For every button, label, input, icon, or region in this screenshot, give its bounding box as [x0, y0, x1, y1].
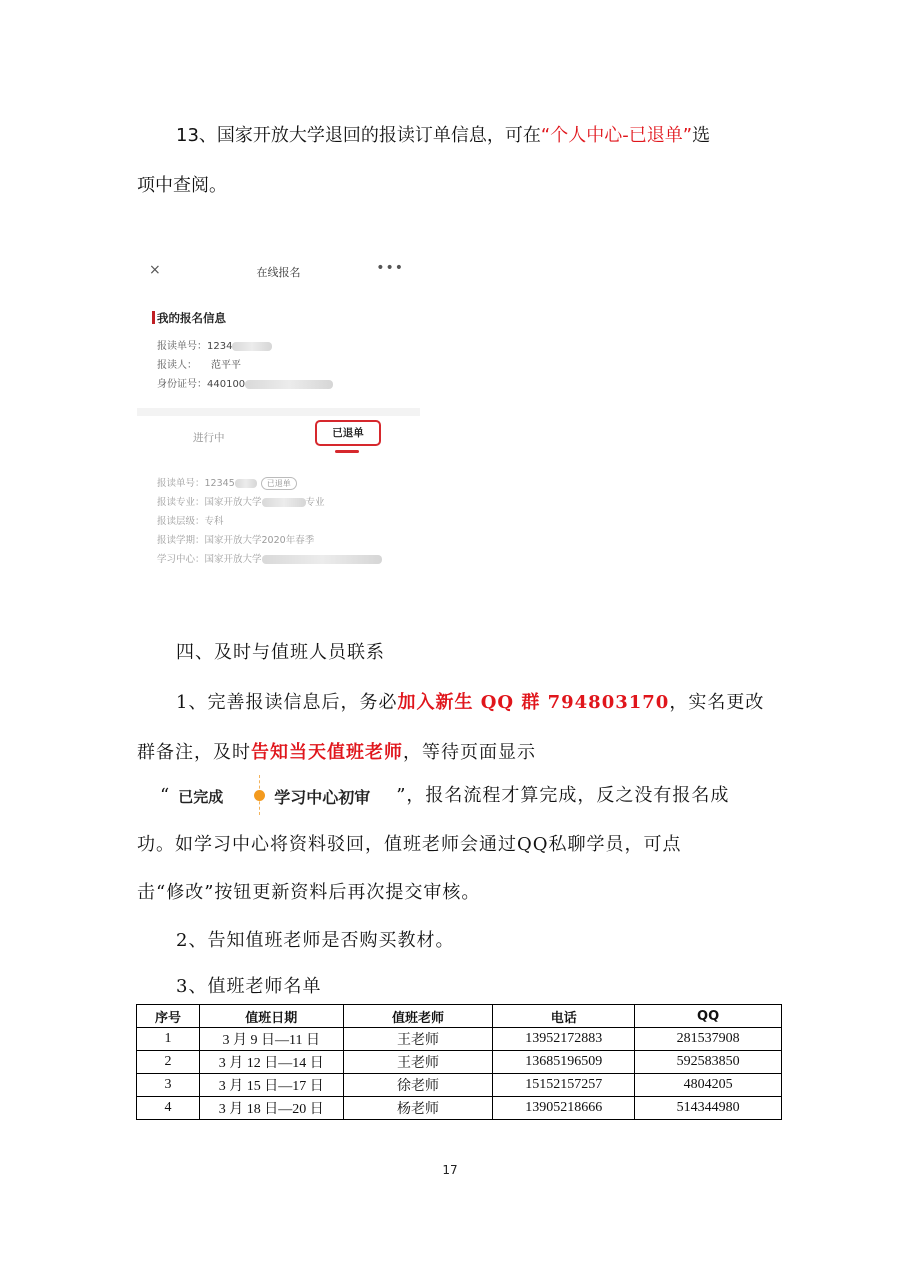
order-term-row: 报读学期：国家开放大学2020年春季: [157, 535, 315, 546]
order-major-row: 报读专业：国家开放大学 专业: [157, 497, 325, 508]
info-id: 身份证号：440100: [157, 375, 333, 390]
table-cell: 3: [137, 1074, 200, 1097]
sec4-p2: 群备注，及时告知当天值班老师，等待页面显示: [137, 742, 536, 763]
qq-group-highlight: 加入新生 QQ 群 794803170: [397, 692, 670, 713]
table-cell: 15152157257: [493, 1074, 635, 1097]
table-cell: 王老师: [343, 1028, 493, 1051]
table-header: 电话: [493, 1005, 635, 1028]
blurred-text: [245, 380, 333, 389]
table-cell: 3 月 9 日—11 日: [199, 1028, 343, 1051]
p13-highlight: “个人中心-已退单”: [540, 125, 693, 146]
table-cell: 杨老师: [343, 1097, 493, 1120]
sec4-item3: 3、值班老师名单: [176, 976, 322, 997]
tab-returned[interactable]: 已退单: [315, 420, 381, 446]
sec4-item2: 2、告知值班老师是否购买教材。: [176, 930, 455, 951]
table-cell: 13685196509: [493, 1051, 635, 1074]
table-header: QQ: [635, 1005, 782, 1028]
blurred-text: [235, 479, 257, 488]
table-cell: 3 月 18 日—20 日: [199, 1097, 343, 1120]
section-title: 我的报名信息: [157, 311, 226, 325]
blurred-text: [262, 555, 382, 564]
p13-line1: 13、国家开放大学退回的报读订单信息，可在“个人中心-已退单”选: [176, 125, 711, 146]
table-header: 值班老师: [343, 1005, 493, 1028]
screenshot-title: 在线报名: [256, 266, 301, 279]
status-dot-icon: [254, 790, 265, 801]
close-icon: ×: [149, 262, 161, 278]
table-row: [137, 1074, 782, 1097]
table-cell: 13905218666: [493, 1097, 635, 1120]
table-cell: 4804205: [635, 1074, 782, 1097]
table-cell: 13952172883: [493, 1028, 635, 1051]
section-divider: [137, 408, 420, 416]
info-order-no: 报读单号：1234: [157, 337, 272, 352]
screenshot-titlebar: [137, 250, 420, 290]
active-tab-indicator: [335, 450, 359, 453]
section-marker: [152, 311, 155, 324]
info-name: 报读人： 范平平: [157, 360, 241, 371]
status-image: [172, 781, 394, 811]
order-center-row: 学习中心：国家开放大学: [157, 551, 382, 565]
section-4-heading: 四、及时与值班人员联系: [176, 642, 385, 663]
table-cell: 王老师: [343, 1051, 493, 1074]
p13-line2: 项中查阅。: [137, 175, 227, 196]
table-cell: 3 月 15 日—17 日: [199, 1074, 343, 1097]
table-row: [137, 1097, 782, 1120]
duty-teacher-table: [136, 1004, 782, 1120]
returned-badge: 已退单: [261, 477, 297, 490]
table-header: 序号: [137, 1005, 200, 1028]
table-header: 值班日期: [199, 1005, 343, 1028]
sec4-p1: 1、完善报读信息后，务必加入新生 QQ 群 794803170，实名更改: [176, 692, 765, 713]
status-label: 学习中心初审: [274, 788, 371, 807]
table-cell: 514344980: [635, 1097, 782, 1120]
table-cell: 281537908: [635, 1028, 782, 1051]
embedded-screenshot: [137, 250, 420, 575]
table-cell: 徐老师: [343, 1074, 493, 1097]
sec4-p4: 功。如学习中心将资料驳回，值班老师会通过QQ私聊学员，可点: [137, 834, 682, 855]
table-cell: 4: [137, 1097, 200, 1120]
sec4-p5: 击“修改”按钮更新资料后再次提交审核。: [137, 882, 481, 903]
more-icon: •••: [376, 260, 404, 276]
table-cell: 1: [137, 1028, 200, 1051]
table-row: [137, 1028, 782, 1051]
table-header-row: [137, 1005, 782, 1028]
status-done: 已完成: [178, 788, 224, 806]
table-cell: 2: [137, 1051, 200, 1074]
tab-in-progress[interactable]: 进行中: [193, 432, 225, 444]
table-row: [137, 1051, 782, 1074]
blurred-text: [232, 342, 272, 351]
blurred-text: [262, 498, 306, 507]
order-no-row: 报读单号：12345 已退单: [157, 475, 297, 490]
table-cell: 3 月 12 日—14 日: [199, 1051, 343, 1074]
sec4-p3: “ 已完成 学习中心初审 ”，报名流程才算完成，反之没有报名成: [160, 781, 729, 811]
page-number: 17: [442, 1163, 458, 1177]
order-level-row: 报读层级：专科: [157, 516, 224, 527]
notify-teacher-highlight: 告知当天值班老师: [251, 742, 403, 763]
table-cell: 592583850: [635, 1051, 782, 1074]
